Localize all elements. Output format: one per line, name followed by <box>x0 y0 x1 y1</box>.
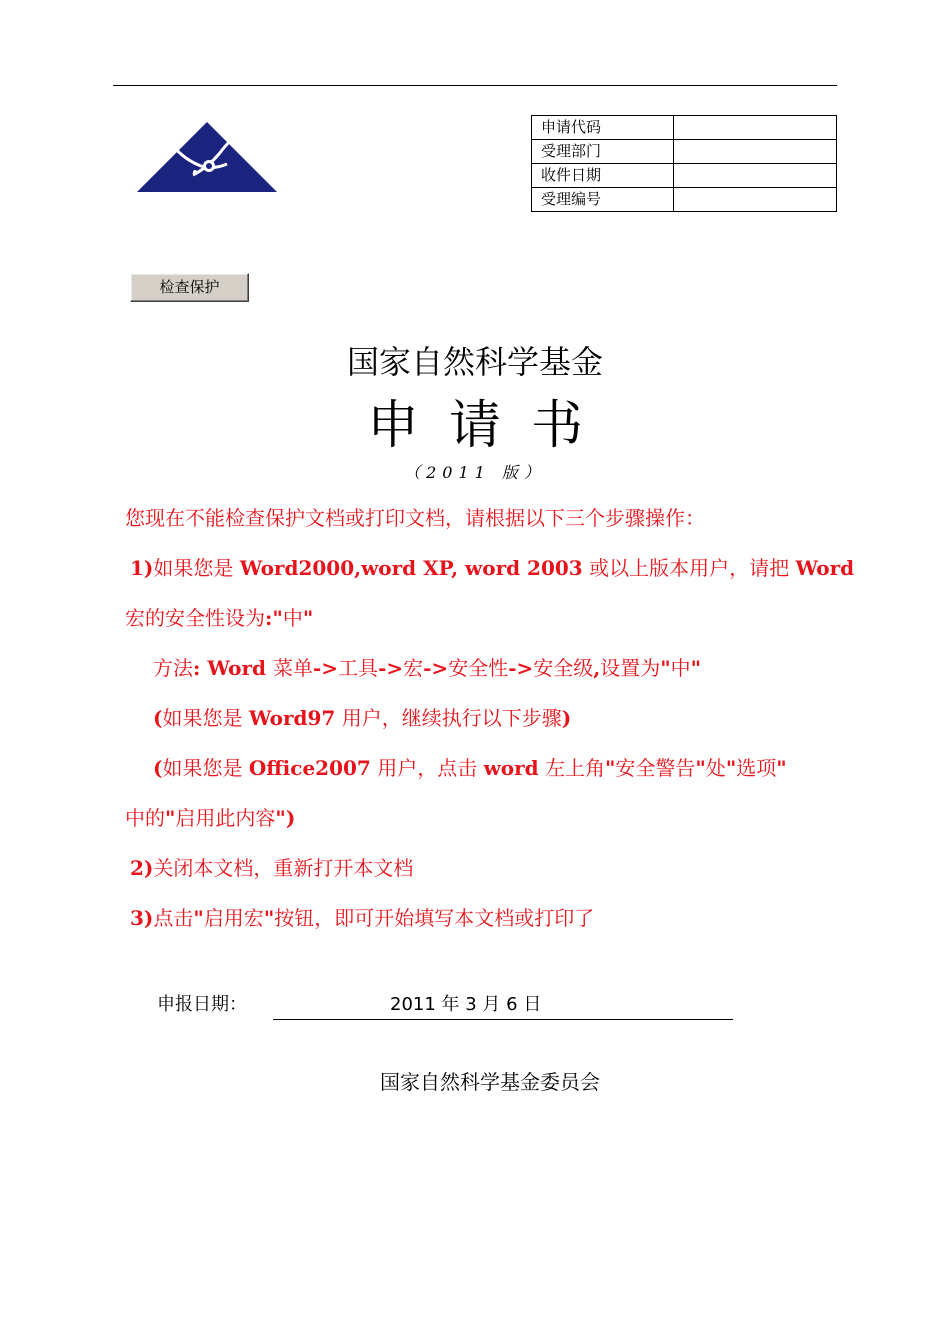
instruction-step-2: 2)关闭本文档，重新打开本文档 <box>130 856 414 880</box>
table-value[interactable] <box>674 188 837 212</box>
instruction-step-1-cont: 宏的安全性设为:"中" <box>125 606 314 630</box>
registration-table <box>531 115 837 212</box>
instruction-step-1: 1)如果您是 Word2000,word XP, word 2003 或以上版本用户，请把 Word <box>130 556 855 580</box>
instruction-intro: 您现在不能检查保护文档或打印文档，请根据以下三个步骤操作： <box>125 506 705 530</box>
page-title: 国家自然科学基金 <box>346 343 603 381</box>
table-row <box>532 140 837 164</box>
document-title: 申请书 <box>366 396 613 456</box>
instruction-word97: (如果您是 Word97 用户，继续执行以下步骤) <box>153 706 572 730</box>
table-value[interactable] <box>674 164 837 188</box>
top-rule <box>113 85 837 86</box>
table-label: 受理编号 <box>532 188 674 212</box>
check-protection-button[interactable]: 检查保护 <box>130 273 249 302</box>
instructions <box>125 500 855 950</box>
edition-label: （2011 版） <box>404 463 546 482</box>
nsfc-logo <box>135 120 280 195</box>
table-value[interactable] <box>674 116 837 140</box>
instruction-office2007-cont: 中的"启用此内容") <box>125 806 296 830</box>
instruction-method: 方法: Word 菜单->工具->宏->安全性->安全级,设置为"中" <box>153 656 702 680</box>
footer-organization: 国家自然科学基金委员会 <box>380 1070 600 1094</box>
report-date-label: 申报日期： <box>157 994 247 1015</box>
instruction-office2007: (如果您是 Office2007 用户，点击 word 左上角"安全警告"处"选项" <box>153 756 787 780</box>
table-label: 申请代码 <box>532 116 674 140</box>
table-row <box>532 188 837 212</box>
instruction-step-3: 3)点击"启用宏"按钮，即可开始填写本文档或打印了 <box>130 906 595 930</box>
table-label: 受理部门 <box>532 140 674 164</box>
table-row <box>532 116 837 140</box>
report-date-field[interactable]: 2011 年 3 月 6 日 <box>273 990 733 1020</box>
table-value[interactable] <box>674 140 837 164</box>
table-row <box>532 164 837 188</box>
table-label: 收件日期 <box>532 164 674 188</box>
